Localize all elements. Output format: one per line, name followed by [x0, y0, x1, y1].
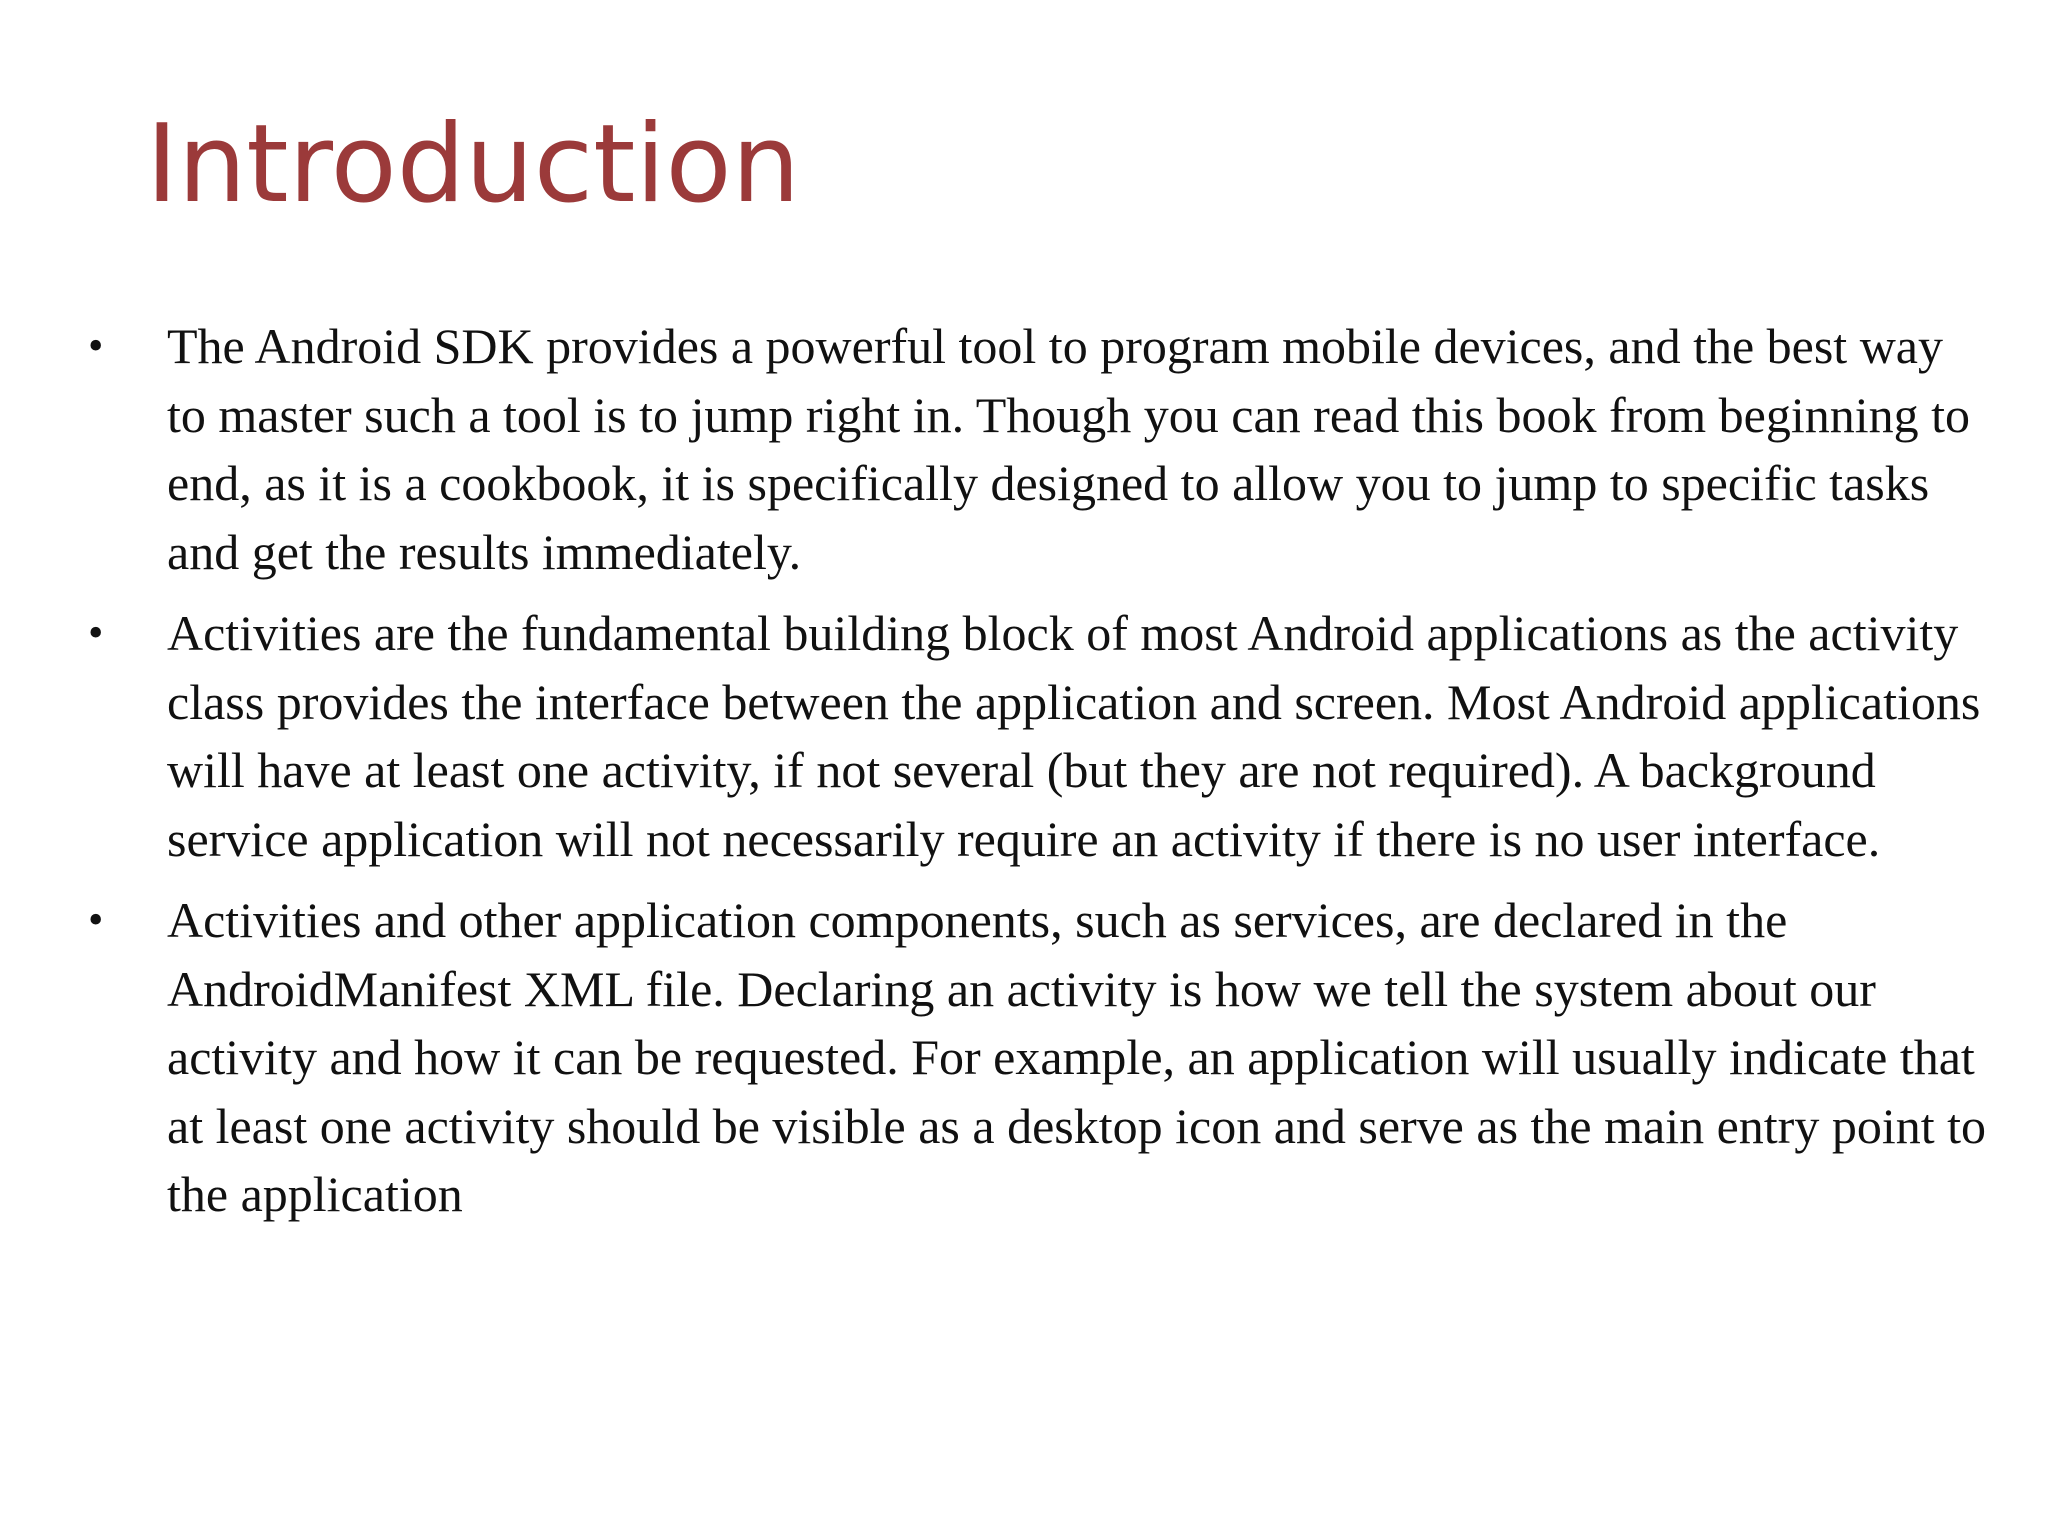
bullet-dot-icon: • — [88, 895, 104, 944]
bullet-item — [0, 886, 2048, 1229]
bullet-text: Activities and other application components, such as services, are declared in the AndroidManifest XML file. Declaring an activity is how we tell the system about our activity and how it can be requested. For example, an application will usually indicate that at least one activity should be visible as a desktop icon and serve as the main entry point to the application — [167, 892, 1986, 1222]
bullet-item — [0, 312, 2048, 586]
bullet-item — [0, 599, 2048, 873]
bullet-text: The Android SDK provides a powerful tool to program mobile devices, and the best way to master such a tool is to jump right in. Though you can read this book from beginning to end, as it is a cookbook, it is specifically designed to allow you to jump to specific tasks and get the results immediately. — [167, 318, 1971, 580]
bullet-dot-icon: • — [88, 608, 104, 657]
slide-title: Introduction — [146, 102, 801, 227]
bullet-dot-icon: • — [88, 321, 104, 370]
bullet-text: Activities are the fundamental building block of most Android applications as the activity class provides the interface between the application and screen. Most Android applications will have at least one activity, if not several (but they are not required). A background service application will not necessarily require an activity if there is no user interface. — [167, 605, 1981, 867]
bullet-list — [0, 312, 2048, 1242]
